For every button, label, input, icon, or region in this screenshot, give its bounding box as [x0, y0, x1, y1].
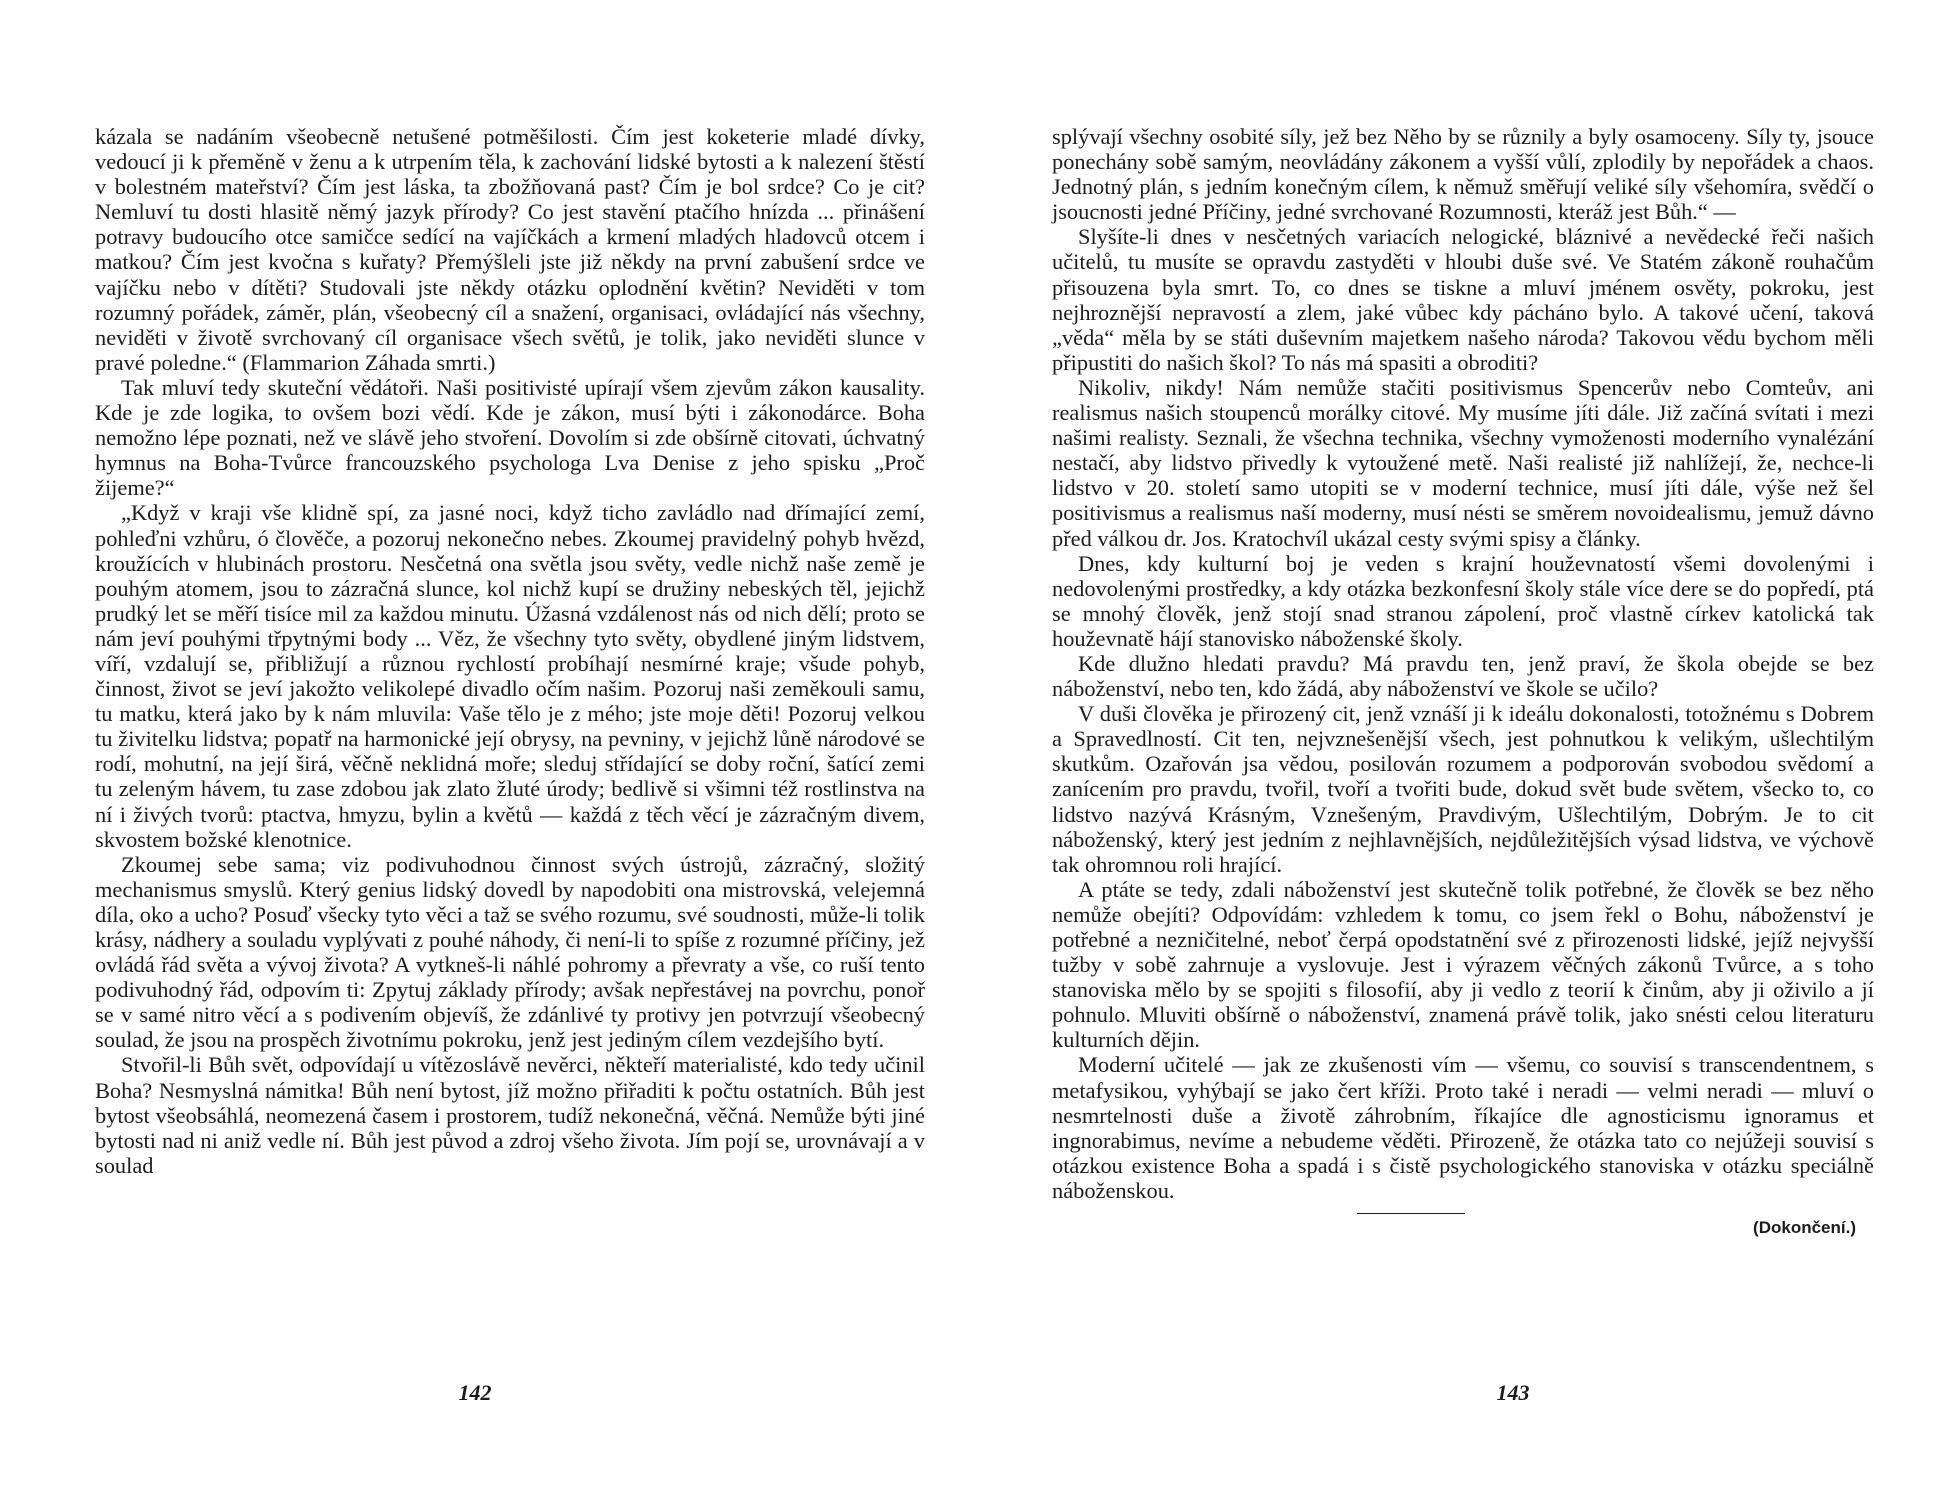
- to-be-continued-note: (Dokončení.): [1753, 1218, 1856, 1238]
- paragraph: kázala se nadáním všeobecně netušené potměšilosti. Čím jest koketerie mladé dívky, vedoucí ji k přeměně v ženu a k utrpením těla, k zachování lidské bytosti a k nalezení štěstí v bolestném mateřství? Čím jest láska, ta zbožňovaná past? Čím je bol srdce? Co je cit? Nemluví tu dosti hlasitě němý jazyk přírody? Co jest stavění ptačího hnízda ... přinášení potravy budoucího otce samičce sedící na vajíčkách a krmení mladých hladovců otcem i matkou? Čím jest kvočna s kuřaty? Přemýšleli jste již někdy na první zabušení srdce ve vajíčku nebo v dítěti? Studovali jste někdy otázku oplodnění květin? Neviděti v tom rozumný pořádek, záměr, plán, všeobecný cíl a snažení, organisaci, ovládající nás všechny, neviděti v životě svrchovaný cíl organisace všech světů, je tolik, jako neviděti slunce v pravé poledne.“ (Flammarion Záhada smrti.): [95, 124, 925, 375]
- paragraph: Dnes, kdy kulturní boj je veden s krajní houževnatostí všemi dovolenými i nedovolenými prostředky, a kdy otázka bezkonfesní školy stále více dere se do popředí, ptá se mnohý člověk, jenž stojí snad stranou zápolení, proč vlastně církev katolická tak houževnatě hájí stanovisko náboženské školy.: [1052, 550, 1874, 651]
- separator-rule: [1357, 1213, 1465, 1214]
- paragraph: Slyšíte-li dnes v nesčetných variacích nelogické, bláznivé a nevědecké řeči našich učitelů, tu musíte se opravdu zastyděti v hloubi duše své. Ve Statém zákoně rouhačům přisouzena byla smrt. To, co dnes se tiskne a mluví jménem osvěty, pokroku, jest nejhroznější nepravostí a zlem, jaké vůbec kdy pácháno bylo. A takové učení, taková „věda“ měla by se státi duševním majetkem našeho národa? Takovou vědu bychom měli připustiti do našich škol? To nás má spasiti a obroditi?: [1052, 224, 1874, 375]
- paragraph: A ptáte se tedy, zdali náboženství jest skutečně tolik potřebné, že člověk se bez něho nemůže obejíti? Odpovídám: vzhledem k tomu, co jsem řekl o Bohu, náboženství je potřebné a nezničitelné, neboť čerpá opodstatnění své z přirozenosti lidské, jejíž nejvyšší tužby v sobě zahrnuje a vyslovuje. Jest i výrazem věčných zákonů Tvůrce, a s toho stanoviska mělo by se spojiti s filosofií, aby ji vedlo z teorií k činům, aby ji oživilo a jí pohnulo. Mluviti obšírně o náboženství, znamená právě tolik, jako snésti celou literaturu kulturních dějin.: [1052, 876, 1874, 1053]
- paragraph: Tak mluví tedy skuteční vědátoři. Naši positivisté upírají všem zjevům zákon kausality. Kde je zde logika, to ovšem bozi vědí. Kde je zákon, musí býti i zákonodárce. Boha nemožno lépe poznati, než ve slávě jeho stvoření. Dovolím si zde obšírně citovati, úchvatný hymnus na Boha-Tvůrce francouzského psychologa Lva Denise z jeho spisku „Proč žijeme?“: [95, 374, 925, 501]
- end-of-article: [1052, 1203, 1874, 1239]
- paragraph: Moderní učitelé — jak ze zkušenosti vím — všemu, co souvisí s transcendentnem, s metafysikou, vyhýbají se jako čert kříži. Proto také i neradi — velmi neradi — mluví o nesmrtelnosti duše a životě záhrobním, říkajíce dle agnosticismu ignoramus et ingnorabimus, nevíme a nebudeme věděti. Přirozeně, že otázka tato co nejúžeji souvisí s otázkou existence Boha a spadá i s čistě psychologického stanoviska v otázku speciálně náboženskou.: [1052, 1052, 1874, 1203]
- paragraph: Stvořil-li Bůh svět, odpovídají u vítězoslávě nevěrci, někteří materialisté, kdo tedy učinil Boha? Nesmyslná námitka! Bůh není bytost, jíž možno přiřaditi k počtu ostatních. Bůh jest bytost všeobsáhlá, neomezená časem i prostorem, tudíž nekonečná, věčná. Nemůže býti jiné bytosti nad ni aniž vedle ní. Bůh jest původ a zdroj všeho života. Jím pojí se, urovnávají a v soulad: [95, 1052, 925, 1178]
- page-number: 142: [458, 1380, 492, 1405]
- paragraph: V duši člověka je přirozený cit, jenž vznáší ji k ideálu dokonalosti, totožnému s Dobrem a Spravedlností. Cit ten, nejvznešenější všech, jest pohnutkou k velikým, ušlechtilým skutkům. Ozařován jsa vědou, posilován rozumem a podporován svobodou svědomí a zanícením pro pravdu, tvořil, tvoří a tvořiti bude, dokud svět bude světem, všecko to, co lidstvo nazývá Krásným, Vznešeným, Pravdivým, Ušlechtilým, Dobrým. Je to cit náboženský, který jest jedním z nejhlavnějších, nejdůležitějších výsad lidstva, ve výchově tak ohromnou roli hrající.: [1052, 701, 1874, 877]
- paragraph: splývají všechny osobité síly, jež bez Něho by se různily a byly osamoceny. Síly ty, jsouce ponechány sobě samým, neovládány zákonem a vyšší vůlí, zplodily by nepořádek a chaos. Jednotný plán, s jedním konečným cílem, k němuž směřují veliké síly všehomíra, svědčí o jsoucnosti jedné Příčiny, jedné svrchované Rozumnosti, kteráž jest Bůh.“ —: [1052, 124, 1874, 225]
- paragraph: Zkoumej sebe sama; viz podivuhodnou činnost svých ústrojů, zázračný, složitý mechanismus smyslů. Který genius lidský dovedl by napodobiti ona mistrovská, velejemná díla, oko a ucho? Posuď všecky tyto věci a taž se svého rozumu, své soudnosti, může-li tolik krásy, nádhery a souladu vyplývati z pouhé náhody, či není-li to spíše z rozumné příčiny, jež ovládá řád světa a vývoj života? A vytkneš-li náhlé pohromy a převraty a vše, co ruší tento podivuhodný řád, odpovím ti: Zpytuj základy přírody; avšak nepřestávej na povrchu, ponoř se v samé nitro věcí a s podivením objevíš, že zdánlivé ty protivy jen potvrzují všeobecný soulad, že jsou na prospěch životnímu pokroku, jenž jest jediným cílem vezdejšího bytí.: [95, 851, 925, 1053]
- right-text-column: [1052, 124, 1874, 1239]
- paragraph: Nikoliv, nikdy! Nám nemůže stačiti positivismus Spencerův nebo Comteův, ani realismus našich stoupenců morálky citové. My musíme jíti dále. Již začíná svítati i mezi našimi realisty. Seznali, že všechna technika, všechny vymoženosti moderního vynalézání nestačí, aby lidstvo přivedly k vytoužené metě. Naši realisté již nahlížejí, že, nechce-li lidstvo v 20. století samo utopiti se v moderní technice, musí jíti dále, výše než šel positivismus a realismus naší moderny, musí nésti se směrem novoidealismu, jemuž dávno před válkou dr. Jos. Kratochvíl ukázal cesty svými spisy a články.: [1052, 374, 1874, 551]
- page-number: 143: [1496, 1380, 1530, 1405]
- paragraph: Kde dlužno hledati pravdu? Má pravdu ten, jenž praví, že škola obejde se bez náboženství, nebo ten, kdo žádá, aby náboženství ve škole se učilo?: [1052, 650, 1874, 702]
- left-text-column: [95, 124, 925, 1178]
- paragraph: „Když v kraji vše klidně spí, za jasné noci, když ticho zavládlo nad dřímající zemí, pohleďni vzhůru, ó člověče, a pozoruj nekonečno nebes. Zkoumej pravidelný pohyb hvězd, kroužících v hlubinách prostoru. Nesčetná ona světla jsou světy, vedle nichž naše země je pouhým atomem, jsou to zázračná slunce, kol nichž kupí se družiny nebeských těl, jejichž prudký let se měří tisíce mil za každou minutu. Úžasná vzdálenost nás od nich dělí; proto se nám jeví pouhými třpytnými body ... Věz, že všechny tyto světy, obydlené jiným lidstvem, víří, vzdalují se, přibližují a různou rychlostí probíhají nesmírné kraje; všude pohyb, činnost, život se jeví jakožto velikolepé divadlo očím našim. Pozoruj naši zeměkouli samu, tu matku, která jako by k nám mluvila: Vaše tělo je z mého; jste moje děti! Pozoruj velkou tu živitelku lidstva; popatř na harmonické její obrysy, na pevniny, v jejichž lůně národové se rodí, mohutní, na její širá, věčně neklidná moře; sleduj střídající se doby roční, šatící zemi tu zeleným hávem, tu zase zdobou jak zlato žluté úrody; bedlivě si všimni též rostlinstva na ní i živých tvorů: ptactva, hmyzu, bylin a květů — každá z těch věcí je zázračným divem, skvostem božské klenotnice.: [95, 500, 925, 852]
- left-page: [95, 0, 925, 1500]
- right-page: [1052, 0, 1874, 1500]
